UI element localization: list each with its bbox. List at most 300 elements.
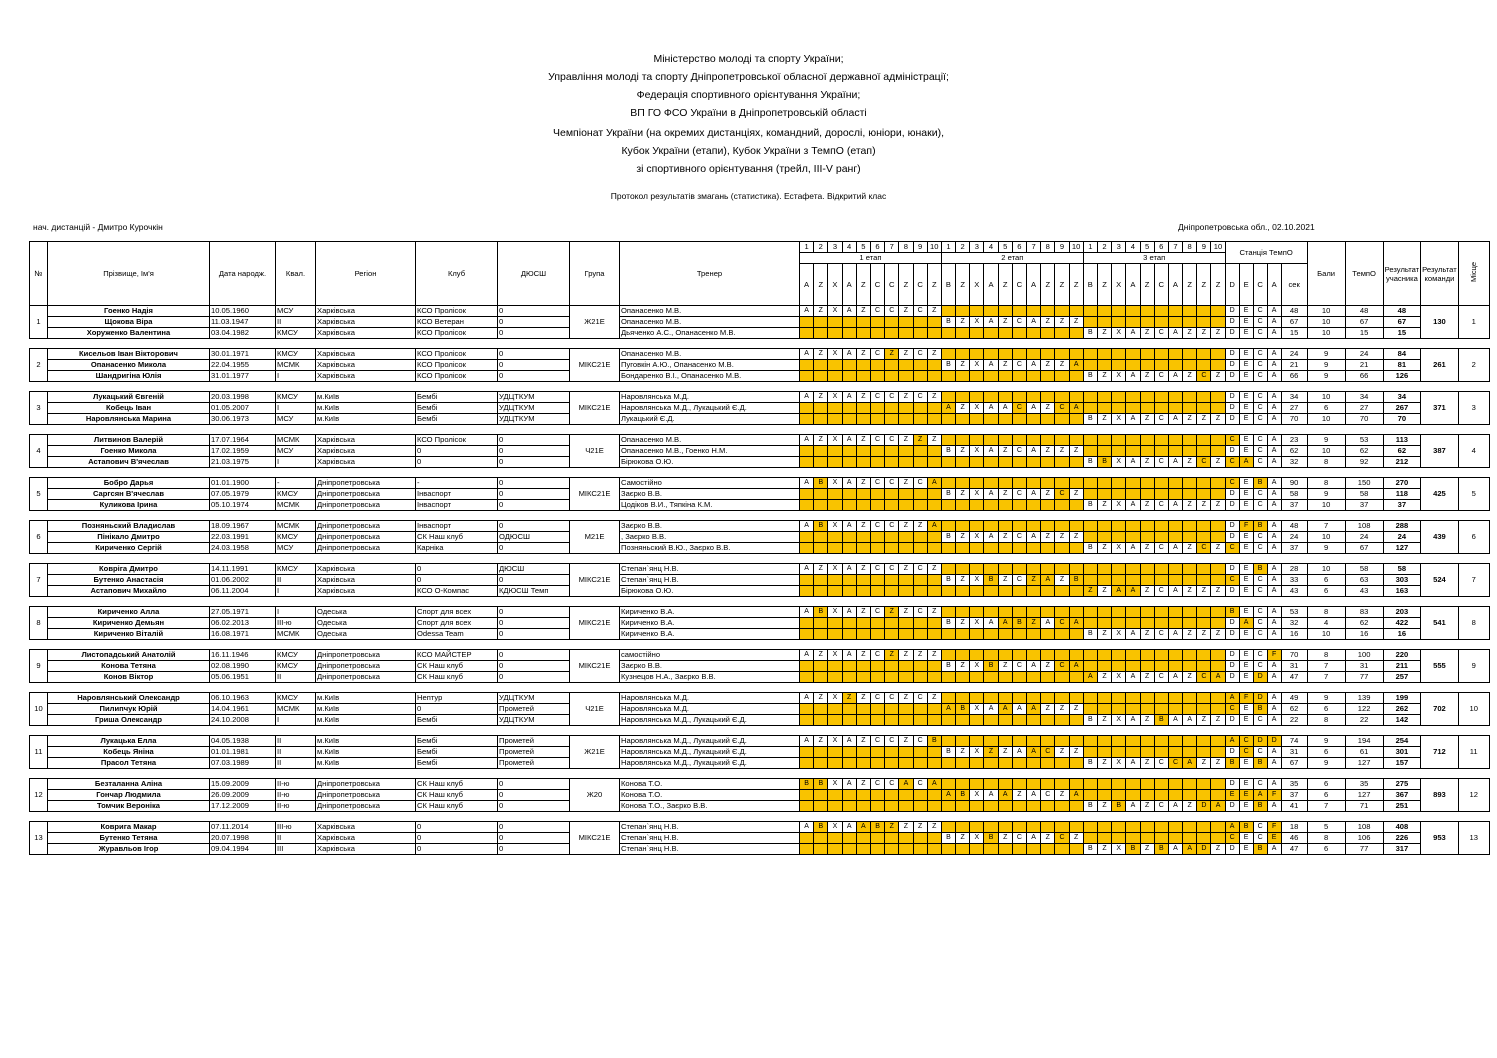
empty-answer-cell bbox=[1154, 317, 1168, 328]
empty-answer-cell bbox=[1069, 586, 1083, 597]
region: Харківська bbox=[316, 822, 416, 833]
participant-row bbox=[30, 521, 1490, 532]
empty-answer-cell bbox=[1069, 414, 1083, 425]
tempo-seconds: 22 bbox=[1281, 715, 1307, 726]
empty-answer-cell bbox=[1126, 521, 1140, 532]
empty-answer-cell bbox=[1126, 489, 1140, 500]
answer-cell: C bbox=[885, 779, 899, 790]
empty-answer-cell bbox=[1097, 607, 1111, 618]
tempo-answer-cell: D bbox=[1225, 317, 1239, 328]
participant-name: Опанасенко Микола bbox=[48, 360, 210, 371]
empty-answer-cell bbox=[1126, 306, 1140, 317]
school: УДЦТКУМ bbox=[498, 693, 570, 704]
empty-answer-cell bbox=[899, 833, 913, 844]
empty-answer-cell bbox=[913, 586, 927, 597]
empty-answer-cell bbox=[970, 392, 984, 403]
team-number: 11 bbox=[30, 736, 48, 769]
empty-answer-cell bbox=[1069, 328, 1083, 339]
empty-answer-cell bbox=[1041, 543, 1055, 554]
answer-cell: A bbox=[1012, 747, 1026, 758]
empty-answer-cell bbox=[899, 403, 913, 414]
tempo-answer-cell: A bbox=[1225, 693, 1239, 704]
participant-row bbox=[30, 629, 1490, 640]
club: Бембі bbox=[416, 414, 498, 425]
empty-answer-cell bbox=[1055, 457, 1069, 468]
club: КСО Пролісок bbox=[416, 435, 498, 446]
club: Odessa Team bbox=[416, 629, 498, 640]
empty-answer-cell bbox=[1112, 360, 1126, 371]
empty-answer-cell bbox=[1183, 704, 1197, 715]
tempo-answer-cell: C bbox=[1225, 478, 1239, 489]
empty-answer-cell bbox=[927, 371, 941, 382]
empty-answer-cell bbox=[941, 693, 955, 704]
cp-letter: Z bbox=[1055, 264, 1069, 306]
answer-cell: A bbox=[998, 790, 1012, 801]
empty-answer-cell bbox=[984, 822, 998, 833]
empty-answer-cell bbox=[1112, 650, 1126, 661]
team-number: 10 bbox=[30, 693, 48, 726]
qualification: КМСУ bbox=[276, 661, 316, 672]
empty-answer-cell bbox=[870, 328, 884, 339]
empty-answer-cell bbox=[1154, 747, 1168, 758]
answer-cell: A bbox=[998, 704, 1012, 715]
tempo-answer-cell: E bbox=[1239, 715, 1253, 726]
club: СК Наш клуб bbox=[416, 672, 498, 683]
empty-answer-cell bbox=[828, 543, 842, 554]
tempo-answer-cell: A bbox=[1267, 704, 1281, 715]
cp-number: 4 bbox=[1126, 242, 1140, 253]
qualification: ІІ bbox=[276, 317, 316, 328]
answer-cell: B bbox=[941, 532, 955, 543]
empty-answer-cell bbox=[998, 607, 1012, 618]
empty-answer-cell bbox=[1140, 478, 1154, 489]
tempo-answer-cell: C bbox=[1253, 360, 1267, 371]
participant-row bbox=[30, 403, 1490, 414]
qualification: МСУ bbox=[276, 543, 316, 554]
empty-answer-cell bbox=[814, 575, 828, 586]
region: Дніпропетровська bbox=[316, 661, 416, 672]
participant-name: Куликова Ірина bbox=[48, 500, 210, 511]
empty-answer-cell bbox=[1140, 403, 1154, 414]
answer-cell: A bbox=[842, 306, 856, 317]
answer-cell: A bbox=[800, 822, 814, 833]
empty-answer-cell bbox=[1112, 607, 1126, 618]
region: Харківська bbox=[316, 317, 416, 328]
cp-letter: X bbox=[828, 264, 842, 306]
answer-cell: C bbox=[913, 779, 927, 790]
participant-row bbox=[30, 349, 1490, 360]
answer-cell: C bbox=[1154, 586, 1168, 597]
tempo-answer-cell: C bbox=[1225, 543, 1239, 554]
tempo-answer-cell: A bbox=[1225, 822, 1239, 833]
answer-cell: A bbox=[1027, 317, 1041, 328]
answer-cell: Z bbox=[1183, 586, 1197, 597]
empty-answer-cell bbox=[800, 414, 814, 425]
school: 0 bbox=[498, 371, 570, 382]
team-result: 702 bbox=[1421, 693, 1459, 726]
answer-cell: A bbox=[899, 779, 913, 790]
answer-cell: A bbox=[941, 790, 955, 801]
region: м.Київ bbox=[316, 414, 416, 425]
answer-cell: A bbox=[1027, 360, 1041, 371]
points: 8 bbox=[1307, 457, 1345, 468]
tempo-answer-cell: C bbox=[1225, 704, 1239, 715]
empty-answer-cell bbox=[1112, 833, 1126, 844]
empty-answer-cell bbox=[913, 618, 927, 629]
team-result: 371 bbox=[1421, 392, 1459, 425]
empty-answer-cell bbox=[1012, 801, 1026, 812]
coach: Дьяченко А.С., Опанасенко М.В. bbox=[620, 328, 800, 339]
tempo-answer-cell: A bbox=[1267, 457, 1281, 468]
empty-answer-cell bbox=[1126, 736, 1140, 747]
answer-cell: C bbox=[913, 564, 927, 575]
empty-answer-cell bbox=[1083, 521, 1097, 532]
tempo-answer-cell: A bbox=[1253, 790, 1267, 801]
empty-answer-cell bbox=[1055, 650, 1069, 661]
school: УДЦТКУМ bbox=[498, 715, 570, 726]
empty-answer-cell bbox=[984, 328, 998, 339]
empty-answer-cell bbox=[927, 833, 941, 844]
cp-letter: B bbox=[941, 264, 955, 306]
empty-answer-cell bbox=[984, 371, 998, 382]
club: Бембі bbox=[416, 736, 498, 747]
answer-cell: B bbox=[800, 779, 814, 790]
answer-cell: A bbox=[1168, 672, 1182, 683]
team-group: Ж20 bbox=[570, 779, 620, 812]
region: Дніпропетровська bbox=[316, 500, 416, 511]
answer-cell: A bbox=[927, 478, 941, 489]
tempo-time: 108 bbox=[1345, 521, 1383, 532]
empty-answer-cell bbox=[1197, 360, 1211, 371]
school: 0 bbox=[498, 607, 570, 618]
empty-answer-cell bbox=[856, 328, 870, 339]
empty-answer-cell bbox=[1168, 822, 1182, 833]
answer-cell: B bbox=[941, 446, 955, 457]
empty-answer-cell bbox=[1183, 564, 1197, 575]
team-group: МІКС21Е bbox=[570, 392, 620, 425]
empty-answer-cell bbox=[1027, 392, 1041, 403]
empty-answer-cell bbox=[1041, 629, 1055, 640]
answer-cell: C bbox=[1154, 414, 1168, 425]
team-group: Ч21Е bbox=[570, 693, 620, 726]
empty-answer-cell bbox=[1183, 790, 1197, 801]
team-result: 555 bbox=[1421, 650, 1459, 683]
answer-cell: X bbox=[1112, 715, 1126, 726]
empty-answer-cell bbox=[1126, 833, 1140, 844]
tempo-answer-cell: E bbox=[1239, 532, 1253, 543]
school: 0 bbox=[498, 618, 570, 629]
participant-name: Саргсян В'ячеслав bbox=[48, 489, 210, 500]
answer-cell: A bbox=[1027, 446, 1041, 457]
empty-answer-cell bbox=[1168, 360, 1182, 371]
points: 4 bbox=[1307, 618, 1345, 629]
club: Бембі bbox=[416, 715, 498, 726]
empty-answer-cell bbox=[1012, 779, 1026, 790]
empty-answer-cell bbox=[1197, 618, 1211, 629]
tempo-time: 92 bbox=[1345, 457, 1383, 468]
answer-cell: Z bbox=[956, 489, 970, 500]
tempo-time: 24 bbox=[1345, 349, 1383, 360]
answer-cell: Z bbox=[856, 650, 870, 661]
birth-date: 01.01.1981 bbox=[210, 747, 276, 758]
answer-cell: Z bbox=[1140, 758, 1154, 769]
tempo-answer-cell: D bbox=[1253, 693, 1267, 704]
answer-cell: B bbox=[984, 661, 998, 672]
empty-answer-cell bbox=[927, 489, 941, 500]
tempo-answer-cell: A bbox=[1267, 564, 1281, 575]
qualification: МСМК bbox=[276, 500, 316, 511]
answer-cell: A bbox=[1183, 844, 1197, 855]
empty-answer-cell bbox=[1126, 317, 1140, 328]
qualification: КМСУ bbox=[276, 650, 316, 661]
tempo-answer-cell: D bbox=[1225, 715, 1239, 726]
cp-number: 6 bbox=[1012, 242, 1026, 253]
empty-answer-cell bbox=[828, 844, 842, 855]
empty-answer-cell bbox=[814, 317, 828, 328]
empty-answer-cell bbox=[1140, 607, 1154, 618]
tempo-answer-cell: E bbox=[1239, 801, 1253, 812]
answer-cell: Z bbox=[856, 779, 870, 790]
team-place: 7 bbox=[1458, 564, 1489, 597]
empty-answer-cell bbox=[1055, 801, 1069, 812]
participant-row bbox=[30, 844, 1490, 855]
birth-date: 17.02.1959 bbox=[210, 446, 276, 457]
tempo-answer-cell: D bbox=[1225, 650, 1239, 661]
answer-cell: X bbox=[1112, 371, 1126, 382]
empty-answer-cell bbox=[885, 489, 899, 500]
birth-date: 17.07.1964 bbox=[210, 435, 276, 446]
empty-answer-cell bbox=[856, 715, 870, 726]
empty-answer-cell bbox=[1154, 822, 1168, 833]
tempo-answer-cell: A bbox=[1267, 543, 1281, 554]
answer-cell: A bbox=[1126, 500, 1140, 511]
empty-answer-cell bbox=[913, 575, 927, 586]
empty-answer-cell bbox=[1211, 790, 1225, 801]
empty-answer-cell bbox=[1083, 618, 1097, 629]
organizer-line: Міністерство молоді та спорту України; bbox=[653, 53, 844, 65]
participant-result: 142 bbox=[1383, 715, 1421, 726]
answer-cell: A bbox=[984, 532, 998, 543]
answer-cell: Z bbox=[1211, 715, 1225, 726]
participant-row bbox=[30, 704, 1490, 715]
empty-answer-cell bbox=[970, 478, 984, 489]
empty-answer-cell bbox=[899, 489, 913, 500]
empty-answer-cell bbox=[970, 521, 984, 532]
empty-answer-cell bbox=[870, 403, 884, 414]
answer-cell: A bbox=[1168, 543, 1182, 554]
region: Дніпропетровська bbox=[316, 532, 416, 543]
cp-letter: Z bbox=[1140, 264, 1154, 306]
answer-cell: C bbox=[1154, 500, 1168, 511]
cp-letter: A bbox=[1168, 264, 1182, 306]
empty-answer-cell bbox=[800, 672, 814, 683]
empty-answer-cell bbox=[1140, 392, 1154, 403]
answer-cell: Z bbox=[1055, 704, 1069, 715]
empty-answer-cell bbox=[1112, 575, 1126, 586]
empty-answer-cell bbox=[913, 844, 927, 855]
empty-answer-cell bbox=[998, 349, 1012, 360]
empty-answer-cell bbox=[1069, 435, 1083, 446]
team-number: 6 bbox=[30, 521, 48, 554]
answer-cell: A bbox=[1126, 543, 1140, 554]
tempo-seconds: 46 bbox=[1281, 833, 1307, 844]
empty-answer-cell bbox=[1197, 693, 1211, 704]
answer-cell: X bbox=[828, 306, 842, 317]
empty-answer-cell bbox=[1211, 521, 1225, 532]
empty-answer-cell bbox=[1168, 349, 1182, 360]
empty-answer-cell bbox=[1197, 392, 1211, 403]
tempo-time: 63 bbox=[1345, 575, 1383, 586]
tempo-answer-cell: D bbox=[1225, 747, 1239, 758]
answer-cell: Z bbox=[814, 392, 828, 403]
tempo-answer-cell: E bbox=[1239, 414, 1253, 425]
answer-cell: B bbox=[814, 478, 828, 489]
empty-answer-cell bbox=[870, 833, 884, 844]
tempo-answer-cell: A bbox=[1267, 360, 1281, 371]
answer-cell: A bbox=[1083, 672, 1097, 683]
team-place: 4 bbox=[1458, 435, 1489, 468]
tempo-answer-cell: A bbox=[1267, 414, 1281, 425]
empty-answer-cell bbox=[1027, 607, 1041, 618]
tempo-seconds: 49 bbox=[1281, 693, 1307, 704]
tempo-answer-cell: D bbox=[1225, 306, 1239, 317]
participant-row bbox=[30, 360, 1490, 371]
empty-answer-cell bbox=[1197, 349, 1211, 360]
empty-answer-cell bbox=[956, 457, 970, 468]
empty-answer-cell bbox=[1041, 328, 1055, 339]
empty-answer-cell bbox=[1112, 403, 1126, 414]
empty-answer-cell bbox=[1055, 672, 1069, 683]
tempo-seconds: 47 bbox=[1281, 844, 1307, 855]
empty-answer-cell bbox=[828, 414, 842, 425]
tempo-time: 67 bbox=[1345, 543, 1383, 554]
title-line: зі спортивного орієнтування (трейл, ІІІ-V ранг) bbox=[636, 163, 861, 175]
participant-result: 37 bbox=[1383, 500, 1421, 511]
empty-answer-cell bbox=[1012, 844, 1026, 855]
empty-answer-cell bbox=[885, 618, 899, 629]
answer-cell: Z bbox=[1197, 500, 1211, 511]
team-number: 3 bbox=[30, 392, 48, 425]
answer-cell: C bbox=[1055, 661, 1069, 672]
empty-answer-cell bbox=[1055, 349, 1069, 360]
empty-answer-cell bbox=[856, 704, 870, 715]
tempo-time: 16 bbox=[1345, 629, 1383, 640]
empty-answer-cell bbox=[1069, 736, 1083, 747]
club: Бембі bbox=[416, 758, 498, 769]
answer-cell: A bbox=[984, 317, 998, 328]
tempo-answer-cell: A bbox=[1267, 392, 1281, 403]
tempo-answer-cell: C bbox=[1253, 747, 1267, 758]
empty-answer-cell bbox=[800, 704, 814, 715]
club: КСО Пролісок bbox=[416, 371, 498, 382]
tempo-answer-cell: C bbox=[1225, 833, 1239, 844]
empty-answer-cell bbox=[1154, 446, 1168, 457]
region: Харківська bbox=[316, 446, 416, 457]
answer-cell: X bbox=[1112, 758, 1126, 769]
empty-answer-cell bbox=[899, 758, 913, 769]
empty-answer-cell bbox=[1041, 586, 1055, 597]
answer-cell: Z bbox=[856, 435, 870, 446]
participant-result: 163 bbox=[1383, 586, 1421, 597]
empty-answer-cell bbox=[956, 328, 970, 339]
answer-cell: Z bbox=[1097, 629, 1111, 640]
cp-letter: C bbox=[885, 264, 899, 306]
participant-result: 408 bbox=[1383, 822, 1421, 833]
empty-answer-cell bbox=[1211, 403, 1225, 414]
empty-answer-cell bbox=[1041, 650, 1055, 661]
points: 9 bbox=[1307, 349, 1345, 360]
answer-cell: B bbox=[1083, 801, 1097, 812]
empty-answer-cell bbox=[984, 521, 998, 532]
empty-answer-cell bbox=[1126, 618, 1140, 629]
qualification: МСМК bbox=[276, 629, 316, 640]
empty-answer-cell bbox=[927, 532, 941, 543]
school: 0 bbox=[498, 661, 570, 672]
tempo-answer-cell: E bbox=[1239, 564, 1253, 575]
tempo-answer-cell: C bbox=[1253, 446, 1267, 457]
empty-answer-cell bbox=[913, 704, 927, 715]
empty-answer-cell bbox=[984, 715, 998, 726]
answer-cell: Z bbox=[1097, 586, 1111, 597]
empty-answer-cell bbox=[1183, 349, 1197, 360]
empty-answer-cell bbox=[984, 672, 998, 683]
team-spacer bbox=[30, 683, 1490, 693]
team-result: 387 bbox=[1421, 435, 1459, 468]
coach: Цодіков В.И., Тяпкіна К.М. bbox=[620, 500, 800, 511]
competition-title bbox=[0, 124, 1497, 178]
answer-cell: A bbox=[1168, 844, 1182, 855]
empty-answer-cell bbox=[1154, 478, 1168, 489]
empty-answer-cell bbox=[1083, 747, 1097, 758]
answer-cell: B bbox=[814, 607, 828, 618]
empty-answer-cell bbox=[1041, 457, 1055, 468]
tempo-answer-cell: D bbox=[1225, 801, 1239, 812]
birth-date: 06.10.1963 bbox=[210, 693, 276, 704]
answer-cell: Z bbox=[1055, 532, 1069, 543]
empty-answer-cell bbox=[913, 371, 927, 382]
empty-answer-cell bbox=[913, 317, 927, 328]
answer-cell: D bbox=[1197, 844, 1211, 855]
region: Харківська bbox=[316, 435, 416, 446]
empty-answer-cell bbox=[899, 629, 913, 640]
empty-answer-cell bbox=[1012, 693, 1026, 704]
team-group: МІКС21Е bbox=[570, 564, 620, 597]
tempo-time: 62 bbox=[1345, 446, 1383, 457]
empty-answer-cell bbox=[1154, 306, 1168, 317]
cp-number: 5 bbox=[998, 242, 1012, 253]
empty-answer-cell bbox=[828, 500, 842, 511]
empty-answer-cell bbox=[1197, 822, 1211, 833]
tempo-seconds: 58 bbox=[1281, 489, 1307, 500]
empty-answer-cell bbox=[970, 414, 984, 425]
cp-number: 9 bbox=[1197, 242, 1211, 253]
answer-cell: Z bbox=[1140, 629, 1154, 640]
empty-answer-cell bbox=[1211, 779, 1225, 790]
empty-answer-cell bbox=[1183, 747, 1197, 758]
empty-answer-cell bbox=[1097, 650, 1111, 661]
answer-cell: Z bbox=[998, 747, 1012, 758]
empty-answer-cell bbox=[1112, 435, 1126, 446]
empty-answer-cell bbox=[1027, 371, 1041, 382]
empty-answer-cell bbox=[1027, 672, 1041, 683]
answer-cell: X bbox=[828, 736, 842, 747]
empty-answer-cell bbox=[941, 715, 955, 726]
answer-cell: Z bbox=[1012, 790, 1026, 801]
place-date: Дніпропетровська обл., 02.10.2021 bbox=[1178, 222, 1315, 232]
answer-cell: C bbox=[913, 392, 927, 403]
region: Харківська bbox=[316, 360, 416, 371]
empty-answer-cell bbox=[856, 844, 870, 855]
